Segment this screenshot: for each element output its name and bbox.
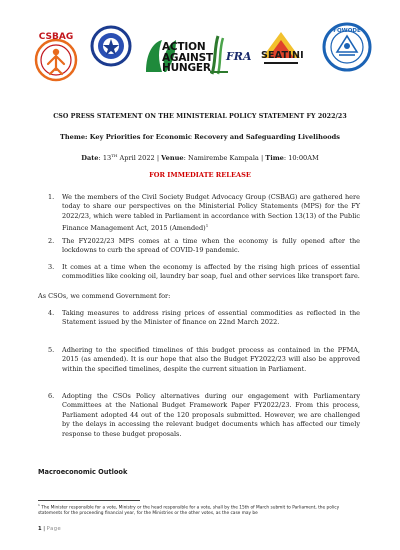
list-item-number: 4. — [48, 309, 55, 317]
page-number — [38, 526, 61, 532]
footnote-marker: 1 — [38, 503, 40, 507]
date-day: 13 — [102, 154, 112, 163]
venue-colon: : — [183, 154, 188, 163]
list-item-text — [62, 193, 360, 234]
fowode-logo-text: FOWODE — [333, 28, 361, 34]
fra-wordmark: FRA — [226, 50, 252, 63]
list-item-text: It comes at a time when the economy is affected by the rising high prices of essential commodities like cooking oil, laundry bar soap, fuel and other services like transport fare. — [62, 263, 360, 281]
immediate-release-label: FOR IMMEDIATE RELEASE — [149, 171, 251, 179]
sep-2: | — [258, 154, 266, 163]
page-number-value: 1 — [38, 526, 42, 532]
list-item-number: 3. — [48, 263, 55, 271]
list-item-number: 1. — [48, 193, 55, 201]
venue-value: Namirembe Kampala — [187, 154, 259, 163]
statement-theme: Theme: Key Priorities for Economic Recovery and Safeguarding Livelihoods — [59, 133, 340, 141]
sep-1: | — [154, 154, 162, 163]
time-colon: : — [283, 154, 289, 163]
date-venue-line — [0, 153, 400, 162]
list-item-number: 6. — [48, 392, 55, 400]
list-item-text: The FY2022/23 MPS comes at a time when the economy is fully opened after the lockdowns to curb the spread of COVID-19 pandemic. — [62, 237, 360, 255]
list-item-body: We the members of the Civil Society Budget Advocacy Group (CSBAG) are gathered here today to share our perspectives on the Ministerial Policy Statements (MPS) for the FY 2022/23, which were tabled in Parliament in accordance with Section 13(13) of the Public Finance Management Act, 2015 (Amended) — [62, 193, 360, 233]
action-against-hunger-wordmark — [162, 42, 213, 74]
date-colon: : — [98, 154, 103, 163]
footnote — [38, 503, 358, 517]
seatini-wordmark: SEATINI — [261, 50, 304, 61]
statement-title: CSO PRESS STATEMENT ON THE MINISTERIAL POLICY STATEMENT FY 2022/23 — [53, 113, 347, 120]
list-item-text: Adopting the CSOs Policy alternatives during our engagement with Parliamentary Committees at the National Budget Framework Paper FY2022/23. From this process, Parliament adopted 44 out of the 120 proposals submitted. However, we are challenged by the delays in accessing the relevant budget documents which has affected our timely response to these budget proposals. — [62, 392, 360, 438]
list-item-number: 2. — [48, 237, 55, 245]
aah-line-3: HUNGER — [162, 62, 211, 74]
footnote-text: The Minister responsible for a vote, Ministry or the head responsible for a vote, shall by the 15th of March submit to Parliament, the policy statements for the proceeding financial year, for the Ministries or the other votes, as the case may be — [38, 505, 340, 517]
page-label: Page — [46, 526, 62, 532]
date-suffix: TH — [111, 153, 118, 158]
list-item-text: Adhering to the specified timelines of this budget process as contained in the PFMA, 2015 (as amended). It is our hope that also the Budget FY2022/23 will also be approved within the specified timelines, despite the current situation in Parliament. — [62, 346, 360, 373]
section-heading: Macroeconomic Outlook — [38, 468, 128, 476]
footnote-divider — [38, 500, 140, 501]
time-value: 10:00AM — [288, 154, 319, 163]
csbag-logo-text: CSBAG — [38, 32, 74, 42]
logo-row — [32, 20, 377, 90]
fowode-logo — [322, 22, 372, 72]
date-label: Date — [81, 154, 99, 163]
footnote-ref: 1 — [205, 223, 209, 229]
time-label: Time — [265, 154, 284, 163]
womens-network-logo — [90, 24, 132, 68]
commend-intro: As CSOs, we commend Government for: — [38, 292, 171, 300]
aah-line-2: AGAINST — [162, 51, 213, 64]
aah-line-1: ACTION — [162, 41, 206, 53]
venue-label: Venue — [161, 154, 184, 163]
date-rest: April 2022 — [119, 154, 155, 163]
list-item-number: 5. — [48, 346, 55, 354]
page-sep: | — [41, 526, 47, 532]
csbag-logo — [32, 30, 80, 82]
list-item-text: Taking measures to address rising prices of essential commodities as reflected in the Statement issued by the Minister of finance on 22nd March 2022. — [62, 309, 360, 327]
